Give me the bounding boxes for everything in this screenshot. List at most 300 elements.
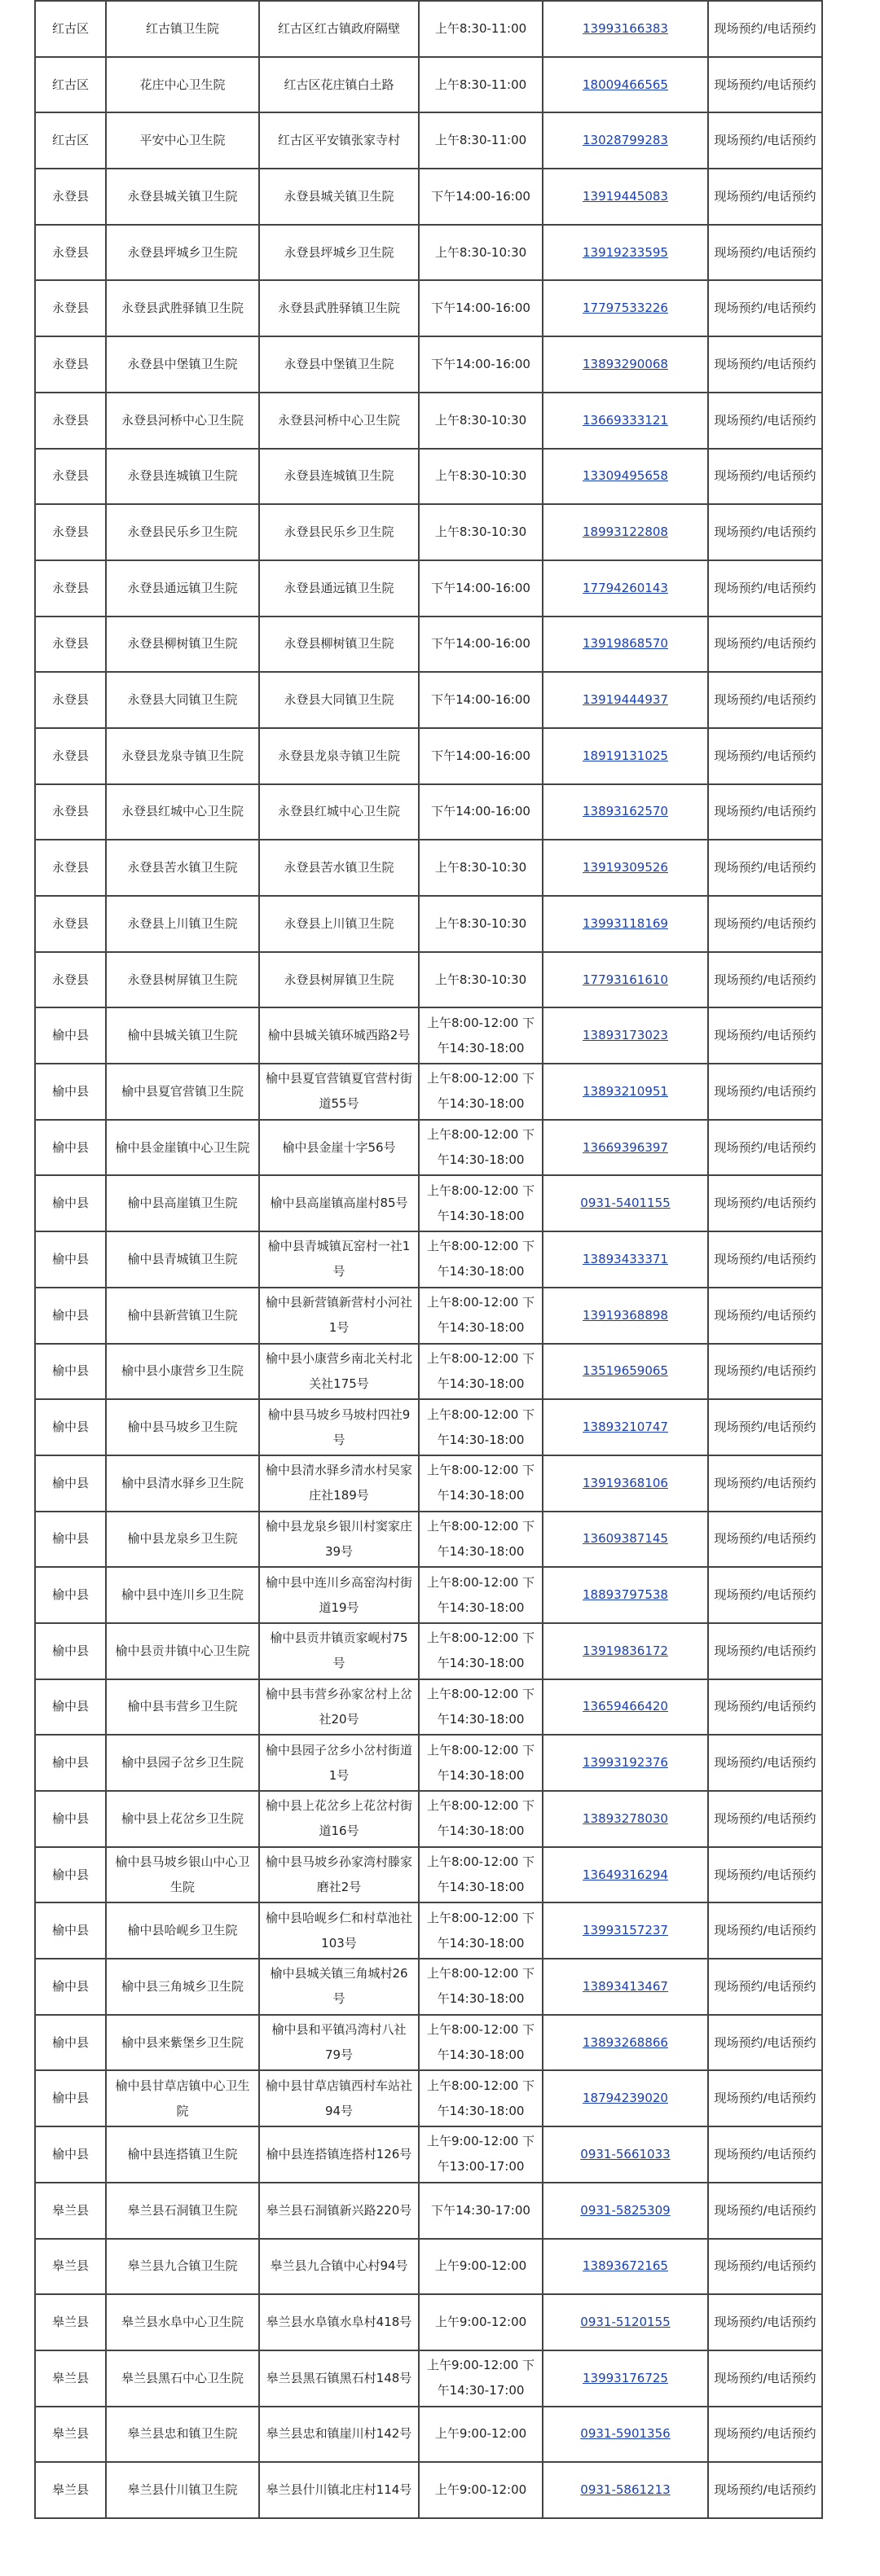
- time-cell: 下午14:00-16:00: [419, 784, 543, 840]
- phone-cell[interactable]: 13893278030: [543, 1791, 708, 1847]
- method-cell: 现场预约/电话预约: [708, 1623, 822, 1679]
- method-cell: 现场预约/电话预约: [708, 1455, 822, 1512]
- phone-cell[interactable]: 18794239020: [543, 2070, 708, 2126]
- time-cell: 上午8:00-12:00 下午14:30-18:00: [419, 1064, 543, 1120]
- hospital-cell: 榆中县来紫堡乡卫生院: [106, 2015, 259, 2071]
- table-body: [35, 1, 822, 2518]
- table-row: [35, 169, 822, 225]
- method-cell: 现场预约/电话预约: [708, 336, 822, 393]
- phone-cell[interactable]: 13669396397: [543, 1120, 708, 1176]
- table-row: [35, 2294, 822, 2350]
- address-cell: 红古区红古镇政府隔壁: [259, 1, 419, 57]
- address-cell: 榆中县青城镇瓦窑村一社1号: [259, 1231, 419, 1288]
- method-cell: 现场预约/电话预约: [708, 1344, 822, 1400]
- phone-cell[interactable]: 13669333121: [543, 393, 708, 449]
- district-cell: 永登县: [35, 504, 106, 560]
- address-cell: 榆中县清水驿乡清水村吴家庄社189号: [259, 1455, 419, 1512]
- address-cell: 永登县大同镇卫生院: [259, 672, 419, 728]
- district-cell: 榆中县: [35, 1791, 106, 1847]
- phone-cell[interactable]: 18919131025: [543, 728, 708, 784]
- time-cell: 上午8:00-12:00 下午14:30-18:00: [419, 2015, 543, 2071]
- address-cell: 榆中县中连川乡高窑沟村街道19号: [259, 1567, 419, 1623]
- method-cell: 现场预约/电话预约: [708, 2407, 822, 2463]
- table-row: [35, 2183, 822, 2239]
- time-cell: 上午8:30-10:30: [419, 504, 543, 560]
- phone-cell[interactable]: 13919233595: [543, 225, 708, 281]
- hospital-cell: 榆中县园子岔乡卫生院: [106, 1735, 259, 1791]
- table-row: [35, 896, 822, 952]
- district-cell: 永登县: [35, 169, 106, 225]
- method-cell: 现场预约/电话预约: [708, 840, 822, 896]
- hospital-cell: 永登县坪城乡卫生院: [106, 225, 259, 281]
- table-row: [35, 1399, 822, 1455]
- phone-cell[interactable]: 13649316294: [543, 1847, 708, 1903]
- district-cell: 榆中县: [35, 1344, 106, 1400]
- district-cell: 永登县: [35, 672, 106, 728]
- method-cell: 现场预约/电话预约: [708, 1288, 822, 1344]
- time-cell: 下午14:30-17:00: [419, 2183, 543, 2239]
- district-cell: 红古区: [35, 57, 106, 113]
- district-cell: 皋兰县: [35, 2183, 106, 2239]
- table-row: [35, 728, 822, 784]
- phone-cell[interactable]: 0931-5825309: [543, 2183, 708, 2239]
- time-cell: 上午8:00-12:00 下午14:30-18:00: [419, 1735, 543, 1791]
- hospital-cell: 永登县大同镇卫生院: [106, 672, 259, 728]
- district-cell: 榆中县: [35, 1120, 106, 1176]
- address-cell: 榆中县新营镇新营村小河社1号: [259, 1288, 419, 1344]
- hospital-cell: 永登县城关镇卫生院: [106, 169, 259, 225]
- method-cell: 现场预约/电话预约: [708, 1512, 822, 1568]
- address-cell: 永登县武胜驿镇卫生院: [259, 280, 419, 336]
- hospital-cell: 永登县柳树镇卫生院: [106, 617, 259, 673]
- district-cell: 榆中县: [35, 1512, 106, 1568]
- district-cell: 榆中县: [35, 1175, 106, 1231]
- phone-cell[interactable]: 13919445083: [543, 169, 708, 225]
- method-cell: 现场预约/电话预约: [708, 280, 822, 336]
- table-row: [35, 1623, 822, 1679]
- table-row: [35, 280, 822, 336]
- phone-cell[interactable]: 13893413467: [543, 1959, 708, 2015]
- phone-cell[interactable]: 0931-5401155: [543, 1175, 708, 1231]
- address-cell: 红古区花庄镇白土路: [259, 57, 419, 113]
- hospital-cell: 永登县龙泉寺镇卫生院: [106, 728, 259, 784]
- time-cell: 上午8:00-12:00 下午14:30-18:00: [419, 1959, 543, 2015]
- table-row: [35, 1175, 822, 1231]
- table-row: [35, 2350, 822, 2407]
- method-cell: 现场预约/电话预约: [708, 560, 822, 617]
- table-row: [35, 112, 822, 169]
- hospital-cell: 永登县树屏镇卫生院: [106, 952, 259, 1008]
- table-row: [35, 1735, 822, 1791]
- table-row: [35, 560, 822, 617]
- table-row: [35, 2015, 822, 2071]
- address-cell: 榆中县城关镇环城西路2号: [259, 1007, 419, 1064]
- district-cell: 永登县: [35, 280, 106, 336]
- method-cell: 现场预约/电话预约: [708, 1567, 822, 1623]
- hospital-cell: 榆中县三角城乡卫生院: [106, 1959, 259, 2015]
- time-cell: 上午8:30-10:30: [419, 952, 543, 1008]
- district-cell: 榆中县: [35, 1902, 106, 1959]
- table-row: [35, 1231, 822, 1288]
- hospital-cell: 榆中县小康营乡卫生院: [106, 1344, 259, 1400]
- district-cell: 榆中县: [35, 1399, 106, 1455]
- time-cell: 上午8:00-12:00 下午14:30-18:00: [419, 1344, 543, 1400]
- district-cell: 皋兰县: [35, 2462, 106, 2518]
- district-cell: 永登县: [35, 336, 106, 393]
- phone-cell[interactable]: 13893173023: [543, 1007, 708, 1064]
- method-cell: 现场预约/电话预约: [708, 1735, 822, 1791]
- hospital-cell: 榆中县上花岔乡卫生院: [106, 1791, 259, 1847]
- phone-cell[interactable]: 0931-5901356: [543, 2407, 708, 2463]
- table-row: [35, 1, 822, 57]
- table-row: [35, 1455, 822, 1512]
- district-cell: 榆中县: [35, 1623, 106, 1679]
- hospital-cell: 永登县通远镇卫生院: [106, 560, 259, 617]
- time-cell: 上午8:00-12:00 下午14:30-18:00: [419, 2070, 543, 2126]
- method-cell: 现场预约/电话预约: [708, 1, 822, 57]
- time-cell: 上午8:00-12:00 下午14:30-18:00: [419, 1902, 543, 1959]
- address-cell: 永登县坪城乡卫生院: [259, 225, 419, 281]
- address-cell: 榆中县韦营乡孙家岔村上岔社20号: [259, 1679, 419, 1736]
- time-cell: 上午8:30-10:30: [419, 896, 543, 952]
- hospital-cell: 榆中县城关镇卫生院: [106, 1007, 259, 1064]
- method-cell: 现场预约/电话预约: [708, 2070, 822, 2126]
- phone-cell[interactable]: 13919836172: [543, 1623, 708, 1679]
- time-cell: 下午14:00-16:00: [419, 169, 543, 225]
- hospital-cell: 榆中县金崖镇中心卫生院: [106, 1120, 259, 1176]
- method-cell: 现场预约/电话预约: [708, 2126, 822, 2183]
- table-row: [35, 2239, 822, 2295]
- hospital-cell: 永登县河桥中心卫生院: [106, 393, 259, 449]
- method-cell: 现场预约/电话预约: [708, 784, 822, 840]
- table-row: [35, 225, 822, 281]
- phone-cell[interactable]: 13993157237: [543, 1902, 708, 1959]
- address-cell: 永登县上川镇卫生院: [259, 896, 419, 952]
- phone-cell[interactable]: 13919368106: [543, 1455, 708, 1512]
- address-cell: 榆中县高崖镇高崖村85号: [259, 1175, 419, 1231]
- vaccination-sites-table: [34, 0, 823, 2519]
- method-cell: 现场预约/电话预约: [708, 896, 822, 952]
- table-row: [35, 2070, 822, 2126]
- time-cell: 上午8:30-10:30: [419, 225, 543, 281]
- method-cell: 现场预约/电话预约: [708, 2294, 822, 2350]
- time-cell: 下午14:00-16:00: [419, 280, 543, 336]
- method-cell: 现场预约/电话预约: [708, 2239, 822, 2295]
- phone-cell[interactable]: 18893797538: [543, 1567, 708, 1623]
- address-cell: 榆中县马坡乡孙家湾村滕家磨社2号: [259, 1847, 419, 1903]
- district-cell: 榆中县: [35, 1288, 106, 1344]
- time-cell: 上午8:00-12:00 下午14:30-18:00: [419, 1288, 543, 1344]
- hospital-cell: 永登县上川镇卫生院: [106, 896, 259, 952]
- phone-cell[interactable]: 13919368898: [543, 1288, 708, 1344]
- district-cell: 皋兰县: [35, 2407, 106, 2463]
- district-cell: 永登县: [35, 784, 106, 840]
- hospital-cell: 榆中县新营镇卫生院: [106, 1288, 259, 1344]
- method-cell: 现场预约/电话预约: [708, 1902, 822, 1959]
- district-cell: 永登县: [35, 728, 106, 784]
- method-cell: 现场预约/电话预约: [708, 393, 822, 449]
- table-row: [35, 449, 822, 505]
- hospital-cell: 皋兰县忠和镇卫生院: [106, 2407, 259, 2463]
- hospital-cell: 榆中县中连川乡卫生院: [106, 1567, 259, 1623]
- address-cell: 皋兰县九合镇中心村94号: [259, 2239, 419, 2295]
- table-row: [35, 2126, 822, 2183]
- phone-cell[interactable]: 13893210747: [543, 1399, 708, 1455]
- address-cell: 榆中县夏官营镇夏官营村街道55号: [259, 1064, 419, 1120]
- time-cell: 上午8:00-12:00 下午14:30-18:00: [419, 1567, 543, 1623]
- address-cell: 永登县连城镇卫生院: [259, 449, 419, 505]
- table-row: [35, 840, 822, 896]
- time-cell: 下午14:00-16:00: [419, 617, 543, 673]
- time-cell: 上午9:00-12:00 下午13:00-17:00: [419, 2126, 543, 2183]
- table-row: [35, 672, 822, 728]
- method-cell: 现场预约/电话预约: [708, 728, 822, 784]
- hospital-cell: 皋兰县九合镇卫生院: [106, 2239, 259, 2295]
- table-row: [35, 1567, 822, 1623]
- time-cell: 上午8:30-11:00: [419, 1, 543, 57]
- phone-cell[interactable]: 13893290068: [543, 336, 708, 393]
- phone-cell[interactable]: 18009466565: [543, 57, 708, 113]
- address-cell: 永登县河桥中心卫生院: [259, 393, 419, 449]
- address-cell: 榆中县连搭镇连搭村126号: [259, 2126, 419, 2183]
- table-row: [35, 1064, 822, 1120]
- hospital-cell: 永登县红城中心卫生院: [106, 784, 259, 840]
- hospital-cell: 永登县苦水镇卫生院: [106, 840, 259, 896]
- district-cell: 榆中县: [35, 1455, 106, 1512]
- phone-cell[interactable]: 13993118169: [543, 896, 708, 952]
- method-cell: 现场预约/电话预约: [708, 1231, 822, 1288]
- district-cell: 永登县: [35, 560, 106, 617]
- hospital-cell: 榆中县青城镇卫生院: [106, 1231, 259, 1288]
- district-cell: 榆中县: [35, 1567, 106, 1623]
- phone-cell[interactable]: 13919868570: [543, 617, 708, 673]
- district-cell: 永登县: [35, 840, 106, 896]
- hospital-cell: 榆中县马坡乡银山中心卫生院: [106, 1847, 259, 1903]
- address-cell: 永登县城关镇卫生院: [259, 169, 419, 225]
- time-cell: 下午14:00-16:00: [419, 728, 543, 784]
- address-cell: 永登县中堡镇卫生院: [259, 336, 419, 393]
- address-cell: 榆中县贡井镇贡家岘村75号: [259, 1623, 419, 1679]
- method-cell: 现场预约/电话预约: [708, 2183, 822, 2239]
- phone-cell[interactable]: 13919309526: [543, 840, 708, 896]
- time-cell: 上午8:30-10:30: [419, 449, 543, 505]
- hospital-cell: 花庄中心卫生院: [106, 57, 259, 113]
- address-cell: 榆中县小康营乡南北关村北关社175号: [259, 1344, 419, 1400]
- hospital-cell: 永登县连城镇卫生院: [106, 449, 259, 505]
- district-cell: 榆中县: [35, 2015, 106, 2071]
- district-cell: 永登县: [35, 896, 106, 952]
- hospital-cell: 榆中县龙泉乡卫生院: [106, 1512, 259, 1568]
- table-row: [35, 952, 822, 1008]
- table-row: [35, 617, 822, 673]
- district-cell: 红古区: [35, 1, 106, 57]
- phone-cell[interactable]: 0931-5661033: [543, 2126, 708, 2183]
- table-row: [35, 1007, 822, 1064]
- time-cell: 上午8:00-12:00 下午14:30-18:00: [419, 1007, 543, 1064]
- district-cell: 永登县: [35, 393, 106, 449]
- district-cell: 红古区: [35, 112, 106, 169]
- phone-cell[interactable]: 0931-5120155: [543, 2294, 708, 2350]
- phone-cell[interactable]: 13519659065: [543, 1344, 708, 1400]
- phone-cell[interactable]: 13893162570: [543, 784, 708, 840]
- method-cell: 现场预约/电话预约: [708, 1959, 822, 2015]
- method-cell: 现场预约/电话预约: [708, 112, 822, 169]
- time-cell: 上午9:00-12:00: [419, 2407, 543, 2463]
- hospital-cell: 皋兰县石洞镇卫生院: [106, 2183, 259, 2239]
- phone-cell[interactable]: 0931-5861213: [543, 2462, 708, 2518]
- address-cell: 榆中县马坡乡马坡村四社9号: [259, 1399, 419, 1455]
- address-cell: 永登县龙泉寺镇卫生院: [259, 728, 419, 784]
- hospital-cell: 皋兰县什川镇卫生院: [106, 2462, 259, 2518]
- table-row: [35, 1791, 822, 1847]
- table-row: [35, 57, 822, 113]
- phone-cell[interactable]: 13993176725: [543, 2350, 708, 2407]
- phone-cell[interactable]: 13893268866: [543, 2015, 708, 2071]
- hospital-cell: 永登县中堡镇卫生院: [106, 336, 259, 393]
- district-cell: 榆中县: [35, 1847, 106, 1903]
- hospital-cell: 榆中县甘草店镇中心卫生院: [106, 2070, 259, 2126]
- time-cell: 上午9:00-12:00: [419, 2462, 543, 2518]
- district-cell: 永登县: [35, 952, 106, 1008]
- table-row: [35, 336, 822, 393]
- district-cell: 榆中县: [35, 1679, 106, 1736]
- address-cell: 永登县民乐乡卫生院: [259, 504, 419, 560]
- time-cell: 上午8:00-12:00 下午14:30-18:00: [419, 1399, 543, 1455]
- hospital-cell: 皋兰县水阜中心卫生院: [106, 2294, 259, 2350]
- district-cell: 榆中县: [35, 1007, 106, 1064]
- address-cell: 榆中县上花岔乡上花岔村街道16号: [259, 1791, 419, 1847]
- address-cell: 永登县红城中心卫生院: [259, 784, 419, 840]
- time-cell: 下午14:00-16:00: [419, 672, 543, 728]
- district-cell: 永登县: [35, 617, 106, 673]
- time-cell: 上午9:00-12:00: [419, 2294, 543, 2350]
- phone-cell[interactable]: 13919444937: [543, 672, 708, 728]
- address-cell: 永登县树屏镇卫生院: [259, 952, 419, 1008]
- method-cell: 现场预约/电话预约: [708, 672, 822, 728]
- method-cell: 现场预约/电话预约: [708, 2350, 822, 2407]
- method-cell: 现场预约/电话预约: [708, 1120, 822, 1176]
- hospital-cell: 永登县武胜驿镇卫生院: [106, 280, 259, 336]
- table-row: [35, 1847, 822, 1903]
- phone-cell[interactable]: 18993122808: [543, 504, 708, 560]
- hospital-cell: 皋兰县黑石中心卫生院: [106, 2350, 259, 2407]
- phone-cell[interactable]: 13609387145: [543, 1512, 708, 1568]
- phone-cell[interactable]: 13993192376: [543, 1735, 708, 1791]
- time-cell: 下午14:00-16:00: [419, 560, 543, 617]
- address-cell: 永登县苦水镇卫生院: [259, 840, 419, 896]
- time-cell: 上午8:00-12:00 下午14:30-18:00: [419, 1791, 543, 1847]
- hospital-cell: 榆中县连搭镇卫生院: [106, 2126, 259, 2183]
- table-row: [35, 504, 822, 560]
- method-cell: 现场预约/电话预约: [708, 1007, 822, 1064]
- address-cell: 永登县柳树镇卫生院: [259, 617, 419, 673]
- phone-cell[interactable]: 13893433371: [543, 1231, 708, 1288]
- district-cell: 榆中县: [35, 1735, 106, 1791]
- method-cell: 现场预约/电话预约: [708, 225, 822, 281]
- address-cell: 皋兰县什川镇北庄村114号: [259, 2462, 419, 2518]
- method-cell: 现场预约/电话预约: [708, 449, 822, 505]
- address-cell: 皋兰县忠和镇崖川村142号: [259, 2407, 419, 2463]
- table-row: [35, 1288, 822, 1344]
- time-cell: 上午8:00-12:00 下午14:30-18:00: [419, 1231, 543, 1288]
- hospital-cell: 榆中县马坡乡卫生院: [106, 1399, 259, 1455]
- method-cell: 现场预约/电话预约: [708, 1679, 822, 1736]
- table-row: [35, 393, 822, 449]
- hospital-cell: 榆中县贡井镇中心卫生院: [106, 1623, 259, 1679]
- phone-cell[interactable]: 13893210951: [543, 1064, 708, 1120]
- phone-cell[interactable]: 17793161610: [543, 952, 708, 1008]
- hospital-cell: 榆中县夏官营镇卫生院: [106, 1064, 259, 1120]
- address-cell: 皋兰县石洞镇新兴路220号: [259, 2183, 419, 2239]
- district-cell: 榆中县: [35, 2126, 106, 2183]
- address-cell: 榆中县甘草店镇西村车站社94号: [259, 2070, 419, 2126]
- time-cell: 上午8:00-12:00 下午14:30-18:00: [419, 1679, 543, 1736]
- district-cell: 永登县: [35, 225, 106, 281]
- address-cell: 榆中县金崖十字56号: [259, 1120, 419, 1176]
- method-cell: 现场预约/电话预约: [708, 952, 822, 1008]
- time-cell: 上午8:30-11:00: [419, 57, 543, 113]
- method-cell: 现场预约/电话预约: [708, 617, 822, 673]
- hospital-cell: 永登县民乐乡卫生院: [106, 504, 259, 560]
- table-row: [35, 1344, 822, 1400]
- time-cell: 上午8:00-12:00 下午14:30-18:00: [419, 1120, 543, 1176]
- time-cell: 上午8:00-12:00 下午14:30-18:00: [419, 1455, 543, 1512]
- hospital-cell: 红古镇卫生院: [106, 1, 259, 57]
- method-cell: 现场预约/电话预约: [708, 1064, 822, 1120]
- method-cell: 现场预约/电话预约: [708, 2015, 822, 2071]
- method-cell: 现场预约/电话预约: [708, 1791, 822, 1847]
- method-cell: 现场预约/电话预约: [708, 1399, 822, 1455]
- phone-cell[interactable]: 17794260143: [543, 560, 708, 617]
- address-cell: 榆中县城关镇三角城村26号: [259, 1959, 419, 2015]
- phone-cell[interactable]: 13893672165: [543, 2239, 708, 2295]
- time-cell: 下午14:00-16:00: [419, 336, 543, 393]
- table-row: [35, 1120, 822, 1176]
- time-cell: 上午8:30-10:30: [419, 840, 543, 896]
- hospital-cell: 榆中县哈岘乡卫生院: [106, 1902, 259, 1959]
- district-cell: 榆中县: [35, 1231, 106, 1288]
- address-cell: 榆中县龙泉乡银川村窦家庄39号: [259, 1512, 419, 1568]
- address-cell: 榆中县哈岘乡仁和村草池社103号: [259, 1902, 419, 1959]
- method-cell: 现场预约/电话预约: [708, 1847, 822, 1903]
- address-cell: 皋兰县黑石镇黑石村148号: [259, 2350, 419, 2407]
- phone-cell[interactable]: 13028799283: [543, 112, 708, 169]
- address-cell: 永登县通远镇卫生院: [259, 560, 419, 617]
- table-row: [35, 1679, 822, 1736]
- phone-cell[interactable]: 13659466420: [543, 1679, 708, 1736]
- table-row: [35, 2407, 822, 2463]
- hospital-cell: 榆中县清水驿乡卫生院: [106, 1455, 259, 1512]
- time-cell: 上午9:00-12:00: [419, 2239, 543, 2295]
- district-cell: 皋兰县: [35, 2239, 106, 2295]
- time-cell: 上午8:00-12:00 下午14:30-18:00: [419, 1512, 543, 1568]
- district-cell: 皋兰县: [35, 2350, 106, 2407]
- phone-cell[interactable]: 13993166383: [543, 1, 708, 57]
- hospital-cell: 榆中县高崖镇卫生院: [106, 1175, 259, 1231]
- table-row: [35, 1959, 822, 2015]
- method-cell: 现场预约/电话预约: [708, 1175, 822, 1231]
- phone-cell[interactable]: 17797533226: [543, 280, 708, 336]
- phone-cell[interactable]: 13309495658: [543, 449, 708, 505]
- table-row: [35, 784, 822, 840]
- district-cell: 永登县: [35, 449, 106, 505]
- address-cell: 皋兰县水阜镇水阜村418号: [259, 2294, 419, 2350]
- district-cell: 榆中县: [35, 2070, 106, 2126]
- method-cell: 现场预约/电话预约: [708, 57, 822, 113]
- time-cell: 上午8:30-11:00: [419, 112, 543, 169]
- method-cell: 现场预约/电话预约: [708, 2462, 822, 2518]
- table-row: [35, 2462, 822, 2518]
